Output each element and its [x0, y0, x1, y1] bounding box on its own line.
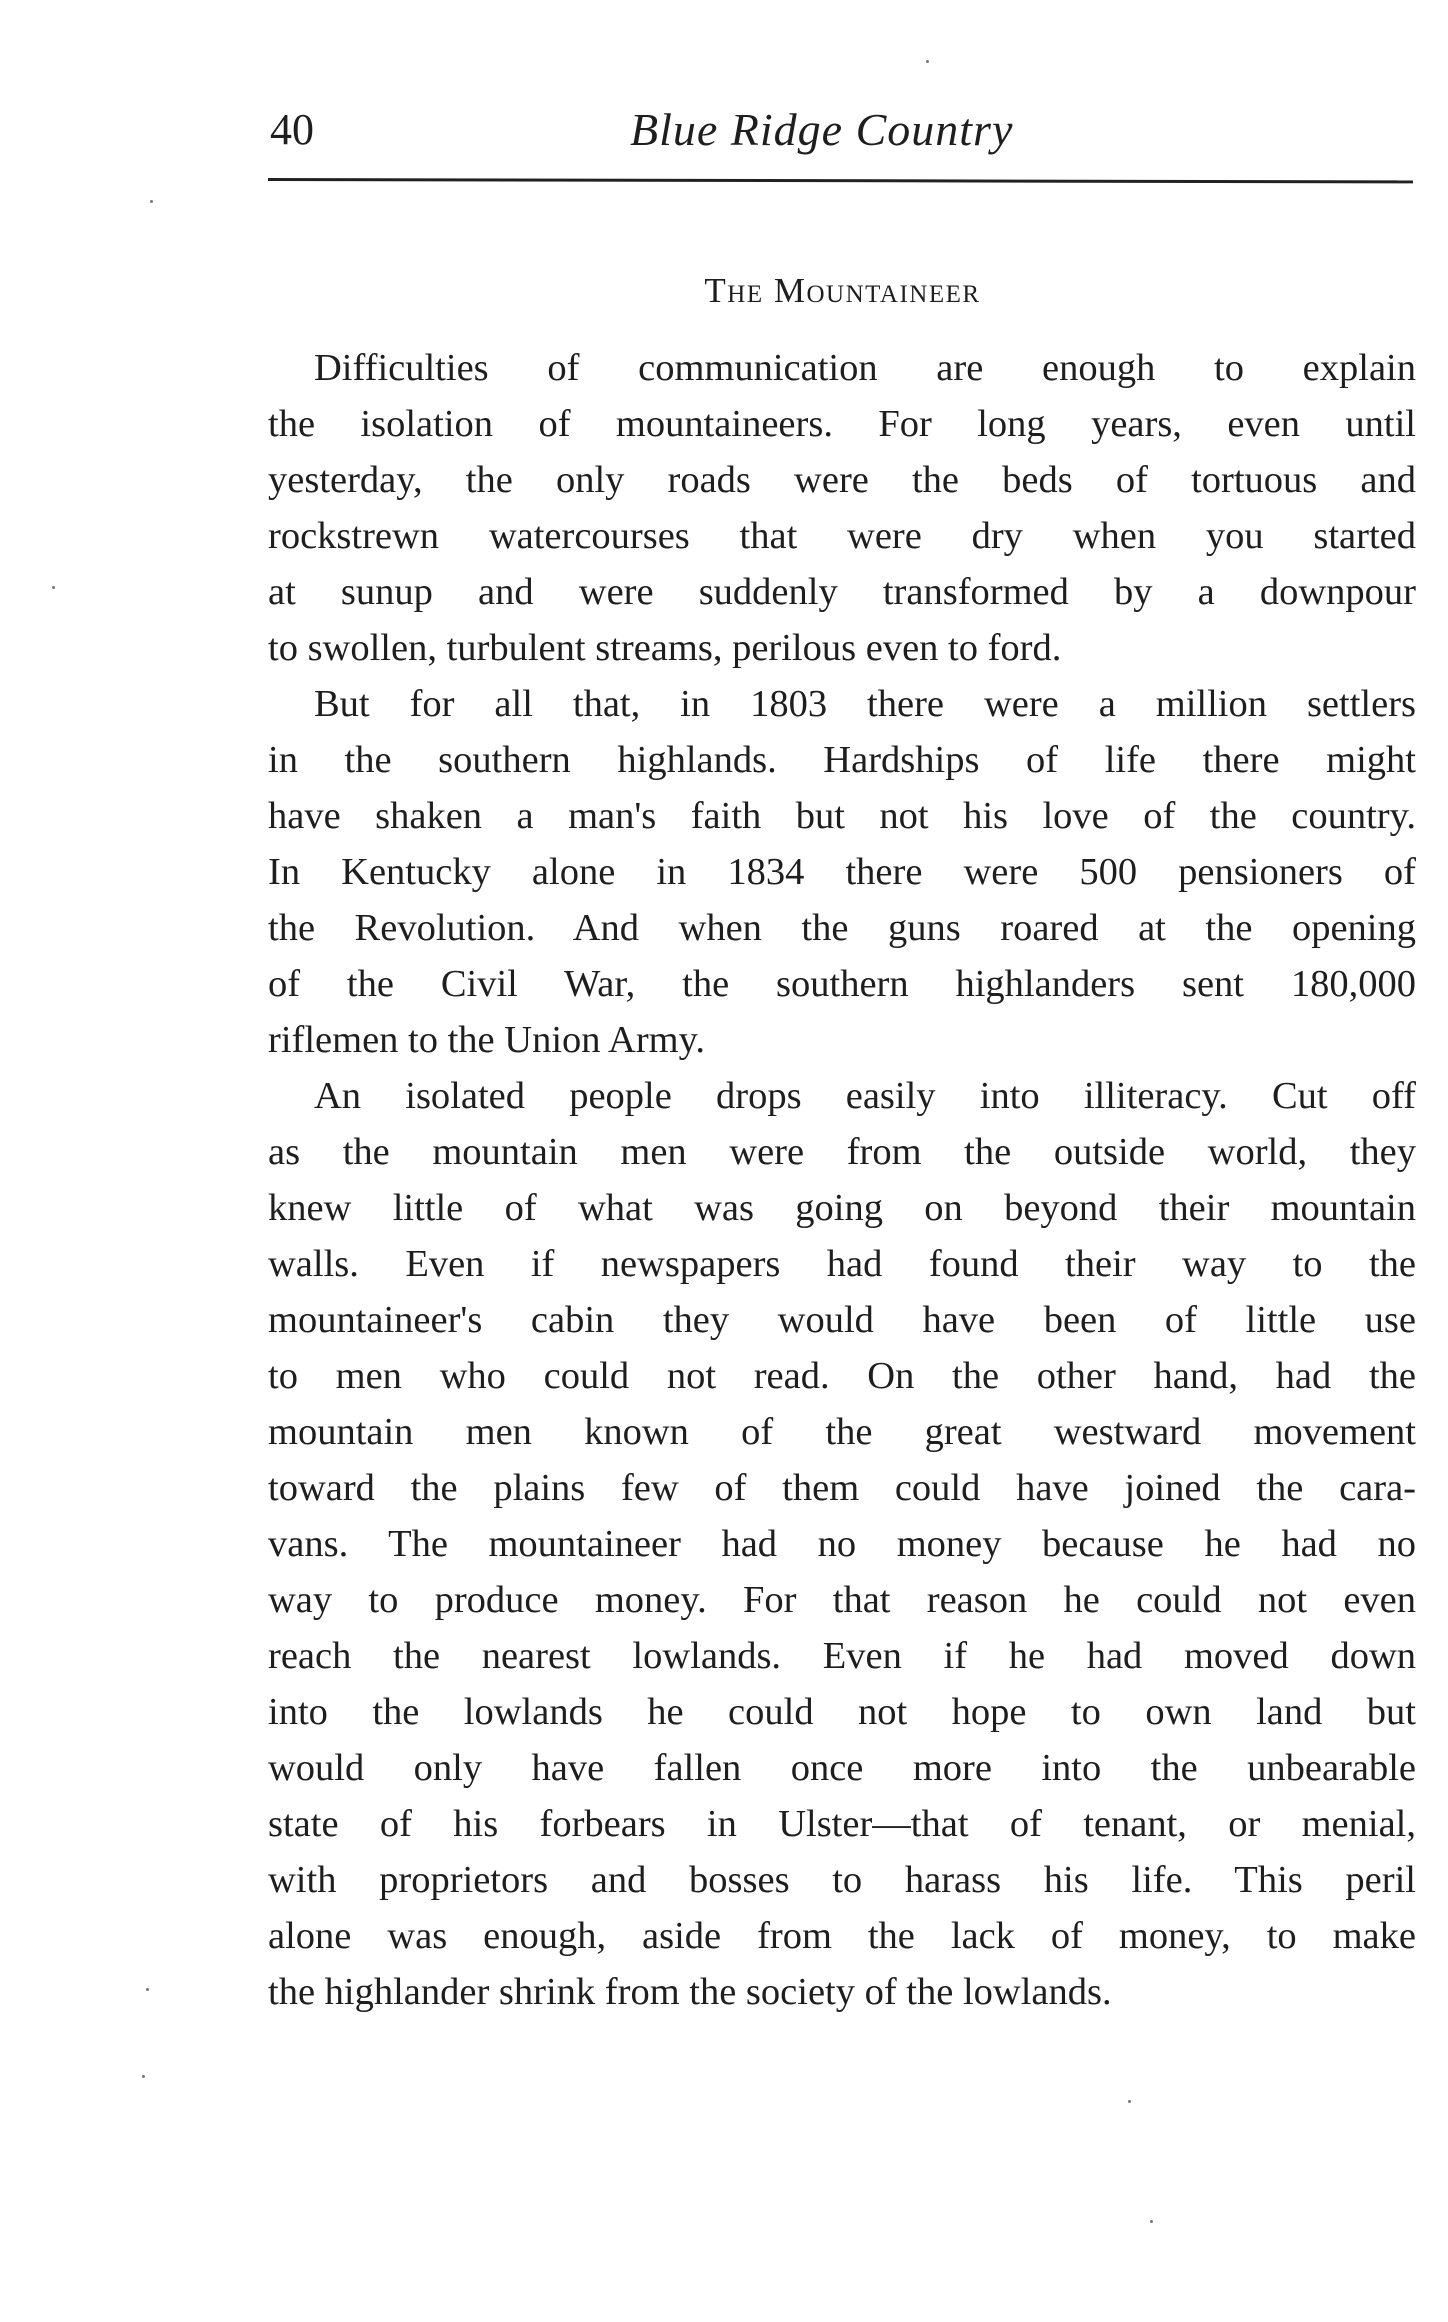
paper-speck: [52, 586, 55, 589]
text-line: riflemen to the Union Army.: [268, 1019, 705, 1061]
text-line: the highlander shrink from the society of the lowlands.: [268, 1971, 1112, 2013]
paper-speck: [1128, 2100, 1131, 2103]
text-line: yesterday, the only roads were the beds of tortuous and: [268, 459, 1416, 501]
text-line: way to produce money. For that reason he could not even: [268, 1579, 1416, 1621]
text-line: mountain men known of the great westward movement: [268, 1411, 1416, 1453]
text-line: vans. The mountaineer had no money because he had no: [268, 1523, 1416, 1565]
paper-speck: [146, 1988, 149, 1991]
text-line: with proprietors and bosses to harass his life. This peril: [268, 1859, 1416, 1901]
text-line: the isolation of mountaineers. For long years, even until: [268, 403, 1416, 445]
running-head: [270, 100, 1420, 180]
text-line: reach the nearest lowlands. Even if he had moved down: [268, 1635, 1416, 1677]
text-line: to men who could not read. On the other hand, had the: [268, 1355, 1416, 1397]
text-line: into the lowlands he could not hope to own land but: [268, 1691, 1416, 1733]
section-title: [270, 266, 1415, 316]
text-line: as the mountain men were from the outside world, they: [268, 1131, 1416, 1173]
text-line: in the southern highlands. Hardships of life there might: [268, 739, 1416, 781]
page-number: 40: [270, 105, 314, 154]
paragraph-3: [268, 1068, 1416, 2020]
text-line: An isolated people drops easily into illiteracy. Cut off: [314, 1075, 1416, 1117]
text-line: would only have fallen once more into the unbearable: [268, 1747, 1416, 1789]
text-line: the Revolution. And when the guns roared at the opening: [268, 907, 1416, 949]
text-line: to swollen, turbulent streams, perilous even to ford.: [268, 627, 1062, 669]
text-line: mountaineer's cabin they would have been of little use: [268, 1299, 1416, 1341]
text-line: Difficulties of communication are enough to explain: [314, 347, 1416, 389]
paper-speck: [1150, 2220, 1153, 2223]
text-line: of the Civil War, the southern highlanders sent 180,000: [268, 963, 1416, 1005]
text-line: state of his forbears in Ulster—that of tenant, or menial,: [268, 1803, 1416, 1845]
text-line: toward the plains few of them could have joined the cara-: [268, 1467, 1416, 1509]
paper-speck: [150, 200, 153, 203]
text-line: knew little of what was going on beyond their mountain: [268, 1187, 1416, 1229]
paper-speck: [142, 2075, 145, 2078]
running-title: Blue Ridge Country: [630, 104, 1014, 155]
paragraph-2: [268, 676, 1416, 1068]
text-line: walls. Even if newspapers had found their way to the: [268, 1243, 1416, 1285]
text-line: In Kentucky alone in 1834 there were 500 pensioners of: [268, 851, 1416, 893]
body-text: [268, 340, 1416, 2020]
text-line: have shaken a man's faith but not his love of the country.: [268, 795, 1416, 837]
text-line: But for all that, in 1803 there were a million settlers: [314, 683, 1416, 725]
paragraph-1: [268, 340, 1416, 676]
text-line: alone was enough, aside from the lack of money, to make: [268, 1915, 1416, 1957]
section-title-text: The Mountaineer: [704, 271, 981, 310]
text-line: at sunup and were suddenly transformed by a downpour: [268, 571, 1416, 613]
text-line: rockstrewn watercourses that were dry when you started: [268, 515, 1416, 557]
paper-speck: [926, 60, 929, 63]
